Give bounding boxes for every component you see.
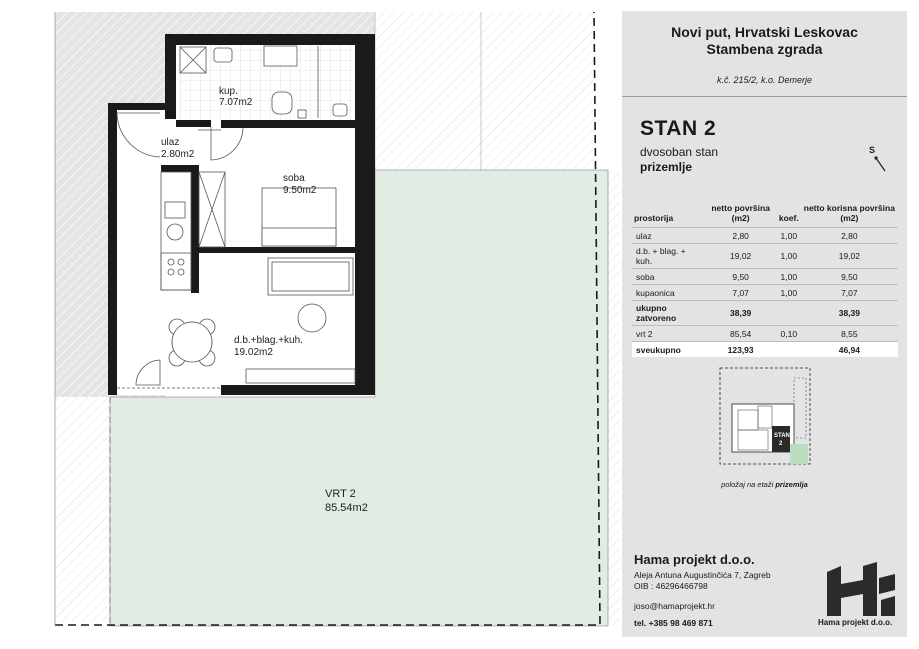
cell-room: d.b. + blag. + kuh. <box>632 244 704 269</box>
compass-label: S <box>869 145 876 155</box>
hatch-strip-right <box>608 170 620 625</box>
cell-coef: 1,00 <box>777 285 801 301</box>
room-name-dnevni: d.b.+blag.+kuh. <box>234 335 303 346</box>
key-plan <box>712 364 822 474</box>
key-plan-caption-floor: prizemlja <box>775 480 808 489</box>
cell-usable: 9,50 <box>801 269 898 285</box>
garden-area-label: 85.54m2 <box>325 502 368 514</box>
room-area-dnevni: 19.02m2 <box>234 347 273 358</box>
hatch-area-top-right <box>375 12 595 170</box>
cell-coef: 1,00 <box>777 269 801 285</box>
project-title-line1: Novi put, Hrvatski Leskovac <box>671 24 858 40</box>
cell-usable: 38,39 <box>801 301 898 326</box>
col-header-net-area: netto površina (m2) <box>711 203 770 223</box>
info-panel <box>622 11 907 637</box>
key-plan-caption-prefix: položaj na etaži <box>721 480 774 489</box>
cell-coef: 1,00 <box>777 228 801 244</box>
cell-room: sveukupno <box>632 342 704 358</box>
cell-room: soba <box>632 269 704 285</box>
cell-net: 85,54 <box>704 326 776 342</box>
cell-usable: 46,94 <box>801 342 898 358</box>
cell-coef: 0,10 <box>777 326 801 342</box>
room-area-kup: 7.07m2 <box>219 97 253 108</box>
company-phone[interactable]: tel. +385 98 469 871 <box>634 618 713 628</box>
cell-net: 2,80 <box>704 228 776 244</box>
cell-room: ulaz <box>632 228 704 244</box>
company-oib: OIB : 46296466798 <box>634 581 708 591</box>
cell-usable: 8,55 <box>801 326 898 342</box>
room-area-soba: 9.50m2 <box>283 185 317 196</box>
room-name-soba: soba <box>283 173 305 184</box>
unit-floor: prizemlje <box>640 160 693 174</box>
cell-room: ukupno zatvoreno <box>632 301 704 326</box>
cell-coef <box>777 342 801 358</box>
parcel-number: k.č. 215/2, k.o. Demerje <box>716 75 813 85</box>
hatch-area-top <box>165 12 375 34</box>
divider <box>622 96 907 97</box>
cell-usable: 7,07 <box>801 285 898 301</box>
cell-net: 38,39 <box>704 301 776 326</box>
cell-net: 9,50 <box>704 269 776 285</box>
unit-title: STAN 2 <box>640 117 717 140</box>
garden-name: VRT 2 <box>325 488 356 500</box>
company-address <box>634 570 771 592</box>
col-header-room: prostorija <box>634 213 674 223</box>
table-row <box>632 228 898 244</box>
company-street: Aleja Antuna Augustinčića 7, Zagreb <box>634 570 771 580</box>
unit-type: dvosoban stan <box>640 145 719 159</box>
area-table <box>632 201 898 357</box>
company-name: Hama projekt d.o.o. <box>634 552 755 567</box>
key-plan-caption <box>622 480 907 489</box>
company-email[interactable]: joso@hamaprojekt.hr <box>634 601 715 611</box>
col-header-usable-area: netto korisna površina (m2) <box>803 203 895 223</box>
table-row <box>632 269 898 285</box>
company-logo <box>825 560 897 618</box>
table-row-subtotal <box>632 301 898 326</box>
kitchen-counter <box>161 172 191 290</box>
room-name-ulaz: ulaz <box>161 137 180 148</box>
bed <box>262 188 336 246</box>
cell-usable: 2,80 <box>801 228 898 244</box>
table-row-total <box>632 342 898 358</box>
cell-usable: 19,02 <box>801 244 898 269</box>
cell-room: kupaonica <box>632 285 704 301</box>
cell-net: 7,07 <box>704 285 776 301</box>
cell-coef: 1,00 <box>777 244 801 269</box>
north-arrow-icon <box>866 144 896 174</box>
cell-room: vrt 2 <box>632 326 704 342</box>
table-row-garden <box>632 326 898 342</box>
key-plan-unit-number: 2 <box>779 441 783 447</box>
area-table-header <box>632 201 898 228</box>
logo-caption: Hama projekt d.o.o. <box>818 618 893 627</box>
table-row <box>632 285 898 301</box>
room-name-kup: kup. <box>219 86 238 97</box>
col-header-coef: koef. <box>778 213 799 223</box>
room-area-ulaz: 2.80m2 <box>161 149 195 160</box>
cell-coef <box>777 301 801 326</box>
key-plan-unit-label: STAN <box>774 433 790 439</box>
cell-net: 19,02 <box>704 244 776 269</box>
cell-net: 123,93 <box>704 342 776 358</box>
hatch-strip-left <box>55 397 110 622</box>
project-title-line2: Stambena zgrada <box>706 41 823 57</box>
table-row <box>632 244 898 269</box>
